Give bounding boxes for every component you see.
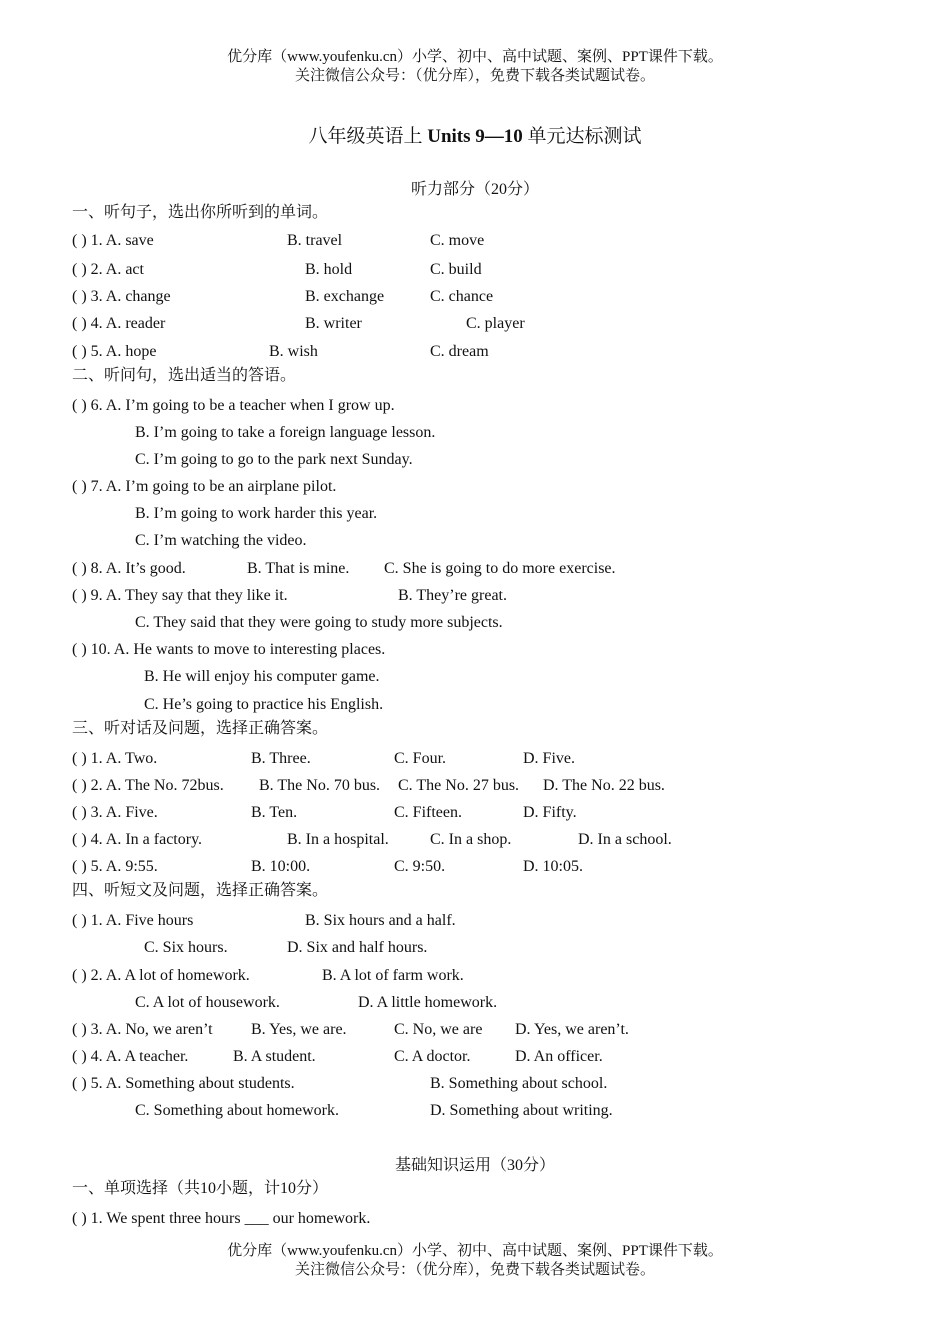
p2-q10-c: C. He’s going to practice his English. bbox=[144, 696, 384, 713]
p4-q4-b: B. A student. bbox=[233, 1048, 316, 1065]
p1-q2-b: B. hold bbox=[305, 261, 353, 278]
p1-q1-c: C. move bbox=[430, 232, 485, 249]
p1-q4-b: B. writer bbox=[305, 315, 362, 332]
p1-q2-c: C. build bbox=[430, 261, 482, 278]
p2-q10-b: B. He will enjoy his computer game. bbox=[144, 668, 380, 685]
p4-q5-b: B. Something about school. bbox=[430, 1075, 608, 1092]
header-line-2: 关注微信公众号：（优分库），免费下载各类试题试卷。 bbox=[294, 68, 655, 84]
p3-q2-b: B. The No. 70 bus. bbox=[259, 777, 381, 794]
p2-q9-c: C. They said that they were going to study more subjects. bbox=[135, 614, 503, 631]
p1-q4-a: ( ) 4. A. reader bbox=[72, 315, 166, 332]
p1-q3-c: C. chance bbox=[430, 288, 494, 305]
p1-q5-a: ( ) 5. A. hope bbox=[72, 343, 157, 360]
p4-q2-b: B. A lot of farm work. bbox=[322, 967, 464, 984]
p1-q3-b: B. exchange bbox=[305, 288, 385, 305]
p2-q8-c: C. She is going to do more exercise. bbox=[384, 560, 616, 577]
p2-q6-b: B. I’m going to take a foreign language lesson. bbox=[135, 424, 436, 441]
p3-q1-c: C. Four. bbox=[394, 750, 447, 767]
p3-q2-d: D. The No. 22 bus. bbox=[543, 777, 665, 794]
p3-q1-d: D. Five. bbox=[523, 750, 575, 767]
p4-q3-a: ( ) 3. A. No, we aren’t bbox=[72, 1021, 213, 1038]
p2-q7-c: C. I’m watching the video. bbox=[135, 532, 307, 549]
p3-q3-a: ( ) 3. A. Five. bbox=[72, 804, 158, 821]
p2-q6-c: C. I’m going to go to the park next Sunday. bbox=[135, 451, 413, 468]
p3-q4-b: B. In a hospital. bbox=[287, 831, 389, 848]
title-units: Units 9—10 bbox=[427, 126, 523, 147]
p2-q6-a: ( ) 6. A. I’m going to be a teacher when I grow up. bbox=[72, 397, 395, 414]
p4-q1-a: ( ) 1. A. Five hours bbox=[72, 912, 194, 929]
part2-title: 二、听问句，选出适当的答语。 bbox=[72, 367, 297, 384]
title-suffix: 单元达标测试 bbox=[522, 126, 642, 147]
listening-heading: 听力部分（20分） bbox=[410, 181, 539, 198]
p4-q1-b: B. Six hours and a half. bbox=[305, 912, 456, 929]
basics-q1: ( ) 1. We spent three hours ___ our homework. bbox=[72, 1210, 371, 1227]
p3-q5-a: ( ) 5. A. 9:55. bbox=[72, 858, 158, 875]
p4-q1-d: D. Six and half hours. bbox=[287, 939, 428, 956]
title-prefix: 八年级英语上 bbox=[308, 126, 428, 147]
p2-q8-a: ( ) 8. A. It’s good. bbox=[72, 560, 186, 577]
p2-q9-a: ( ) 9. A. They say that they like it. bbox=[72, 587, 288, 604]
p3-q3-d: D. Fifty. bbox=[523, 804, 577, 821]
p3-q4-c: C. In a shop. bbox=[430, 831, 512, 848]
p3-q1-b: B. Three. bbox=[251, 750, 311, 767]
p4-q4-d: D. An officer. bbox=[515, 1048, 603, 1065]
p4-q5-c: C. Something about homework. bbox=[135, 1102, 339, 1119]
p4-q5-a: ( ) 5. A. Something about students. bbox=[72, 1075, 295, 1092]
footer-line-2: 关注微信公众号：（优分库），免费下载各类试题试卷。 bbox=[294, 1262, 655, 1278]
p1-q3-a: ( ) 3. A. change bbox=[72, 288, 171, 305]
p4-q4-a: ( ) 4. A. A teacher. bbox=[72, 1048, 189, 1065]
p3-q4-d: D. In a school. bbox=[578, 831, 672, 848]
basics-part1-title: 一、单项选择（共10小题，计10分） bbox=[72, 1180, 329, 1197]
p2-q7-b: B. I’m going to work harder this year. bbox=[135, 505, 378, 522]
p3-q3-c: C. Fifteen. bbox=[394, 804, 462, 821]
p1-q2-a: ( ) 2. A. act bbox=[72, 261, 144, 278]
part4-title: 四、听短文及问题，选择正确答案。 bbox=[72, 882, 329, 899]
p4-q3-c: C. No, we are bbox=[394, 1021, 483, 1038]
header-line-1: 优分库（www.youfenku.cn）小学、初中、高中试题、案例、PPT课件下载。 bbox=[227, 49, 723, 65]
page-title bbox=[0, 121, 950, 148]
p3-q5-d: D. 10:05. bbox=[523, 858, 583, 875]
p3-q3-b: B. Ten. bbox=[251, 804, 298, 821]
p3-q1-a: ( ) 1. A. Two. bbox=[72, 750, 158, 767]
p3-q2-c: C. The No. 27 bus. bbox=[398, 777, 520, 794]
p4-q4-c: C. A doctor. bbox=[394, 1048, 471, 1065]
p2-q8-b: B. That is mine. bbox=[247, 560, 350, 577]
p4-q2-d: D. A little homework. bbox=[358, 994, 498, 1011]
part3-title: 三、听对话及问题，选择正确答案。 bbox=[72, 720, 329, 737]
p4-q3-d: D. Yes, we aren’t. bbox=[515, 1021, 629, 1038]
p4-q2-c: C. A lot of housework. bbox=[135, 994, 280, 1011]
p1-q4-c: C. player bbox=[466, 315, 525, 332]
footer-line-1: 优分库（www.youfenku.cn）小学、初中、高中试题、案例、PPT课件下载。 bbox=[227, 1243, 723, 1259]
p2-q7-a: ( ) 7. A. I’m going to be an airplane pilot. bbox=[72, 478, 337, 495]
p4-q1-c: C. Six hours. bbox=[144, 939, 228, 956]
p4-q3-b: B. Yes, we are. bbox=[251, 1021, 347, 1038]
basics-heading: 基础知识运用（30分） bbox=[394, 1157, 555, 1174]
p1-q1-a: ( ) 1. A. save bbox=[72, 232, 154, 249]
p1-q5-c: C. dream bbox=[430, 343, 489, 360]
p4-q2-a: ( ) 2. A. A lot of homework. bbox=[72, 967, 250, 984]
p3-q5-c: C. 9:50. bbox=[394, 858, 446, 875]
p2-q9-b: B. They’re great. bbox=[398, 587, 507, 604]
p1-q5-b: B. wish bbox=[269, 343, 318, 360]
p1-q1-b: B. travel bbox=[287, 232, 343, 249]
p2-q10-a: ( ) 10. A. He wants to move to interesting places. bbox=[72, 641, 386, 658]
part1-title: 一、听句子，选出你所听到的单词。 bbox=[72, 204, 329, 221]
p3-q5-b: B. 10:00. bbox=[251, 858, 311, 875]
p3-q2-a: ( ) 2. A. The No. 72bus. bbox=[72, 777, 224, 794]
p4-q5-d: D. Something about writing. bbox=[430, 1102, 613, 1119]
p3-q4-a: ( ) 4. A. In a factory. bbox=[72, 831, 203, 848]
